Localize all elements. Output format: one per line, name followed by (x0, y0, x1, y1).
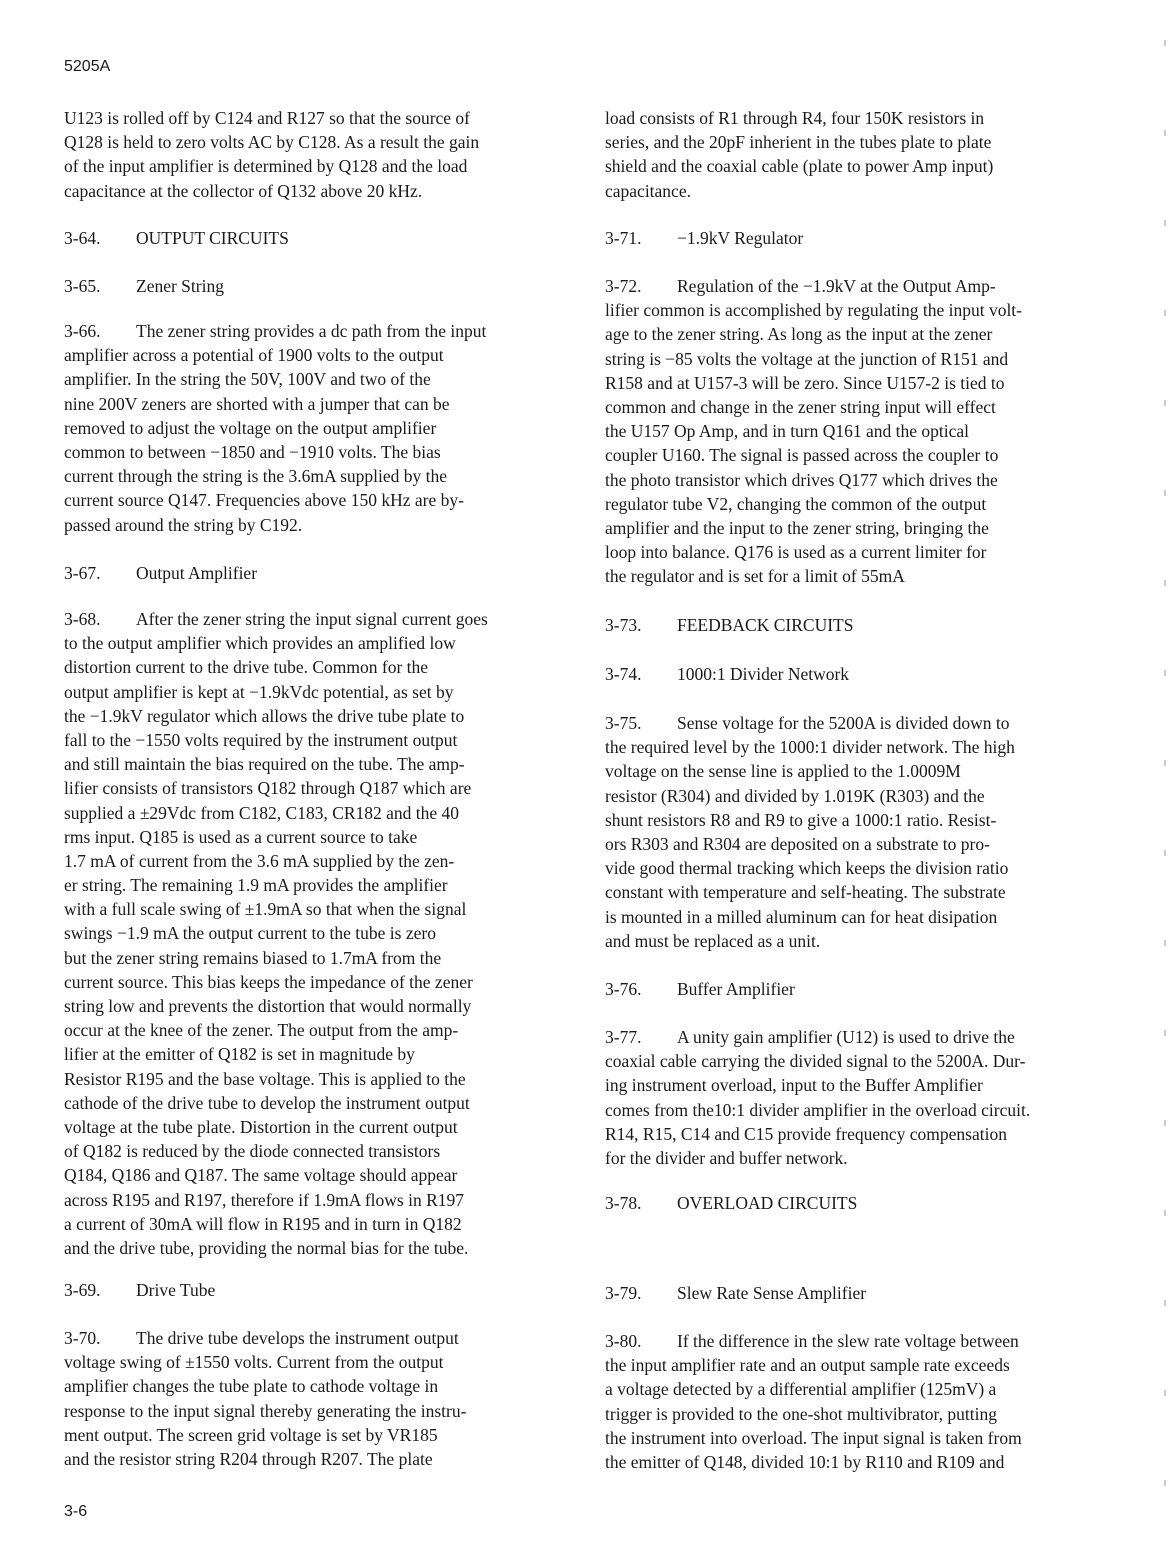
line-text: 1.7 mA of current from the 3.6 mA supplied by the zen- (64, 850, 455, 871)
paragraph-number: 3-72. (605, 276, 642, 296)
line-text: resistor (R304) and divided by 1.019K (R303) and the (605, 785, 985, 806)
line-text: common to between −1850 and −1910 volts. The bias (64, 441, 441, 462)
line-text: amplifier. In the string the 50V, 100V and two of the (64, 369, 431, 390)
text-line (64, 226, 574, 250)
text-line (605, 977, 1115, 1001)
text-line (605, 516, 1115, 540)
line-text: FEEDBACK CIRCUITS (677, 615, 854, 635)
text-line (605, 564, 1115, 588)
text-line (605, 759, 1115, 783)
text-line (605, 880, 1115, 904)
text-line (605, 1146, 1115, 1170)
line-text: lifier at the emitter of Q182 is set in magnitude by (64, 1044, 415, 1065)
text-line (605, 1281, 1115, 1305)
line-text: voltage swing of ±1550 volts. Current from the output (64, 1352, 444, 1373)
line-text: constant with temperature and self-heating. The substrate (605, 882, 1006, 903)
line-text: shunt resistors R8 and R9 to give a 1000:1 ratio. Resist- (605, 809, 997, 830)
paragraph (605, 106, 1115, 203)
line-text: ing instrument overload, input to the Buffer Amplifier (605, 1075, 983, 1096)
line-text: Slew Rate Sense Amplifier (677, 1283, 867, 1303)
line-text: shield and the coaxial cable (plate to power Amp input) (605, 156, 994, 177)
text-line (605, 1025, 1115, 1049)
text-line (64, 680, 574, 704)
paragraph-number: 3-67. (64, 563, 101, 583)
line-text: R158 and at U157-3 will be zero. Since U157-2 is tied to (605, 372, 1005, 393)
text-line (605, 929, 1115, 953)
text-line (605, 1450, 1115, 1474)
line-text: amplifier across a potential of 1900 volts to the output (64, 345, 444, 366)
line-text: of the input amplifier is determined by Q128 and the load (64, 156, 468, 177)
line-text: across R195 and R197, therefore if 1.9mA flows in R197 (64, 1189, 465, 1210)
line-text: swings −1.9 mA the output current to the tube is zero (64, 923, 436, 944)
line-text: U123 is rolled off by C124 and R127 so that the source of (64, 108, 471, 128)
text-line (64, 1423, 574, 1447)
line-text: current through the string is the 3.6mA supplied by the (64, 466, 448, 487)
text-line (605, 1426, 1115, 1450)
line-text: series, and the 20pF inherient in the tubes plate to plate (605, 132, 992, 153)
line-text: supplied a ±29Vdc from C182, C183, CR182 and the 40 (64, 802, 460, 823)
paragraph (64, 1326, 574, 1471)
line-text: the photo transistor which drives Q177 which drives the (605, 469, 998, 490)
paragraph-number: 3-74. (605, 664, 642, 684)
line-text: current source Q147. Frequencies above 150 kHz are by- (64, 490, 464, 511)
line-text: ors R303 and R304 are deposited on a substrate to pro- (605, 833, 990, 854)
paragraph-number: 3-70. (64, 1328, 101, 1348)
line-text: 1000:1 Divider Network (677, 664, 850, 684)
text-line (64, 1374, 574, 1398)
line-text: lifier common is accomplished by regulating the input volt- (605, 300, 1022, 321)
line-text: is mounted in a milled aluminum can for heat disipation (605, 906, 998, 927)
line-text: with a full scale swing of ±1.9mA so that when the signal (64, 899, 467, 920)
line-text: the U157 Op Amp, and in turn Q161 and the optical (605, 421, 970, 442)
line-text: coaxial cable carrying the divided signal to the 5200A. Dur- (605, 1051, 1026, 1072)
text-line (64, 728, 574, 752)
document-model-header: 5205A (64, 58, 111, 75)
text-line (64, 1447, 574, 1471)
text-line (605, 856, 1115, 880)
text-line (64, 106, 574, 130)
text-line (64, 1236, 574, 1260)
subsection-heading (64, 274, 574, 298)
line-text: A unity gain amplifier (U12) is used to drive the (677, 1027, 1015, 1047)
paragraph (64, 319, 574, 537)
text-line (64, 440, 574, 464)
text-line (605, 347, 1115, 371)
text-line (605, 322, 1115, 346)
text-line (64, 946, 574, 970)
text-line (64, 776, 574, 800)
text-line (605, 226, 1115, 250)
line-text: response to the input signal thereby generating the instru- (64, 1400, 467, 1421)
line-text: er string. The remaining 1.9 mA provides the amplifier (64, 875, 448, 896)
line-text: output amplifier is kept at −1.9kVdc potential, as set by (64, 681, 454, 702)
paragraph (605, 1329, 1115, 1474)
text-line (64, 994, 574, 1018)
line-text: removed to adjust the voltage on the output amplifier (64, 417, 437, 438)
line-text: OVERLOAD CIRCUITS (677, 1193, 858, 1213)
paragraph (64, 106, 574, 203)
text-line (605, 468, 1115, 492)
line-text: fall to the −1550 volts required by the instrument output (64, 729, 458, 750)
paragraph-number: 3-65. (64, 276, 101, 296)
text-line (605, 371, 1115, 395)
text-line (64, 607, 574, 631)
paragraph-number: 3-75. (605, 713, 642, 733)
line-text: to the output amplifier which provides an amplified low (64, 633, 456, 654)
line-text: the required level by the 1000:1 divider network. The high (605, 737, 1015, 758)
line-text: voltage at the tube plate. Distortion in the current output (64, 1116, 458, 1137)
paragraph (64, 607, 574, 1260)
text-line (64, 1091, 574, 1115)
subsection-heading (605, 1281, 1115, 1305)
text-line (64, 513, 574, 537)
line-text: a voltage detected by a differential amplifier (125mV) a (605, 1379, 997, 1400)
text-line (64, 1115, 574, 1139)
paragraph-number: 3-79. (605, 1283, 642, 1303)
line-text: Zener String (136, 276, 224, 296)
line-text: the regulator and is set for a limit of 55mA (605, 566, 905, 587)
line-text: capacitance at the collector of Q132 above 20 kHz. (64, 180, 423, 201)
line-text: trigger is provided to the one-shot multivibrator, putting (605, 1403, 998, 1424)
line-text: loop into balance. Q176 is used as a current limiter for (605, 542, 987, 563)
text-line (605, 613, 1115, 637)
line-text: The drive tube develops the instrument output (136, 1328, 459, 1348)
text-line (605, 443, 1115, 467)
text-line (605, 1402, 1115, 1426)
line-text: load consists of R1 through R4, four 150K resistors in (605, 108, 985, 128)
line-text: amplifier changes the tube plate to cathode voltage in (64, 1376, 439, 1397)
text-line (605, 1098, 1115, 1122)
paragraph-number: 3-69. (64, 1280, 101, 1300)
line-text: the input amplifier rate and an output sample rate exceeds (605, 1355, 1010, 1376)
text-line (64, 704, 574, 728)
line-text: string low and prevents the distortion that would normally (64, 996, 472, 1016)
line-text: the emitter of Q148, divided 10:1 by R110 and R109 and (605, 1451, 1005, 1472)
text-line (605, 905, 1115, 929)
line-text: If the difference in the slew rate voltage between (677, 1331, 1019, 1351)
text-line (605, 298, 1115, 322)
line-text: and must be replaced as a unit. (605, 930, 821, 951)
text-line (64, 1163, 574, 1187)
text-line (605, 1049, 1115, 1073)
text-line (64, 1350, 574, 1374)
line-text: for the divider and buffer network. (605, 1147, 848, 1168)
line-text: and the drive tube, providing the normal bias for the tube. (64, 1237, 469, 1258)
text-line (64, 655, 574, 679)
line-text: distortion current to the drive tube. Common for the (64, 657, 429, 678)
subsection-heading (64, 1278, 574, 1302)
subsection-heading (64, 561, 574, 585)
paragraph (605, 711, 1115, 953)
text-line (64, 921, 574, 945)
paragraph-number: 3-68. (64, 609, 101, 629)
line-text: After the zener string the input signal current goes (136, 609, 488, 629)
text-line (64, 897, 574, 921)
line-text: the instrument into overload. The input signal is taken from (605, 1427, 1022, 1448)
text-line (605, 832, 1115, 856)
line-text: ment output. The screen grid voltage is set by VR185 (64, 1424, 438, 1445)
text-line (64, 752, 574, 776)
line-text: voltage on the sense line is applied to the 1.0009M (605, 761, 961, 782)
line-text: rms input. Q185 is used as a current source to take (64, 826, 418, 847)
text-line (64, 464, 574, 488)
text-line (605, 784, 1115, 808)
text-line (64, 179, 574, 203)
text-line (605, 1329, 1115, 1353)
line-text: Q184, Q186 and Q187. The same voltage should appear (64, 1165, 458, 1186)
text-line (64, 561, 574, 585)
text-line (64, 1042, 574, 1066)
line-text: R14, R15, C14 and C15 provide frequency compensation (605, 1123, 1007, 1144)
line-text: and still maintain the bias required on the tube. The amp- (64, 754, 465, 775)
text-line (605, 154, 1115, 178)
text-line (64, 154, 574, 178)
paragraph-number: 3-76. (605, 979, 642, 999)
paragraph-number: 3-71. (605, 228, 642, 248)
text-line (64, 319, 574, 343)
text-line (64, 970, 574, 994)
line-text: Output Amplifier (136, 563, 258, 583)
text-line (64, 849, 574, 873)
line-text: OUTPUT CIRCUITS (136, 228, 289, 248)
line-text: nine 200V zeners are shorted with a jumper that can be (64, 393, 450, 414)
line-text: Drive Tube (136, 1280, 216, 1300)
text-line (64, 1188, 574, 1212)
text-line (64, 1018, 574, 1042)
text-line (605, 808, 1115, 832)
paragraph-number: 3-78. (605, 1193, 642, 1213)
section-heading (605, 1191, 1115, 1215)
text-line (64, 1399, 574, 1423)
subsection-heading (605, 226, 1115, 250)
line-text: Sense voltage for the 5200A is divided down to (677, 713, 1010, 733)
text-line (605, 1122, 1115, 1146)
line-text: amplifier and the input to the zener string, bringing the (605, 517, 989, 538)
line-text: −1.9kV Regulator (677, 228, 804, 248)
text-line (605, 1191, 1115, 1215)
text-line (64, 873, 574, 897)
text-line (605, 130, 1115, 154)
text-line (605, 735, 1115, 759)
line-text: Resistor R195 and the base voltage. This is applied to the (64, 1068, 466, 1089)
line-text: Q128 is held to zero volts AC by C128. As a result the gain (64, 132, 480, 153)
line-text: coupler U160. The signal is passed across the coupler to (605, 445, 999, 466)
paragraph (605, 274, 1115, 588)
line-text: Regulation of the −1.9kV at the Output Amp- (677, 276, 996, 296)
text-line (605, 540, 1115, 564)
text-line (605, 492, 1115, 516)
text-line (605, 1353, 1115, 1377)
text-line (605, 395, 1115, 419)
text-line (64, 488, 574, 512)
subsection-heading (605, 662, 1115, 686)
paragraph-number: 3-66. (64, 321, 101, 341)
text-line (64, 1212, 574, 1236)
line-text: vide good thermal tracking which keeps the division ratio (605, 858, 1009, 879)
text-line (64, 343, 574, 367)
text-line (64, 1278, 574, 1302)
line-text: of Q182 is reduced by the diode connected transistors (64, 1141, 441, 1162)
text-line (64, 416, 574, 440)
line-text: current source. This bias keeps the impedance of the zener (64, 971, 473, 992)
text-line (64, 130, 574, 154)
text-line (64, 367, 574, 391)
line-text: age to the zener string. As long as the input at the zener (605, 324, 993, 345)
text-line (605, 662, 1115, 686)
text-line (605, 179, 1115, 203)
section-heading (605, 613, 1115, 637)
line-text: a current of 30mA will flow in R195 and in turn in Q182 (64, 1213, 462, 1234)
line-text: regulator tube V2, changing the common of the output (605, 493, 987, 514)
line-text: lifier consists of transistors Q182 through Q187 which are (64, 778, 472, 799)
text-line (64, 825, 574, 849)
line-text: string is −85 volts the voltage at the junction of R151 and (605, 348, 1009, 369)
section-heading (64, 226, 574, 250)
line-text: common and change in the zener string input will effect (605, 396, 996, 417)
paragraph-number: 3-77. (605, 1027, 642, 1047)
line-text: occur at the knee of the zener. The output from the amp- (64, 1020, 459, 1041)
subsection-heading (605, 977, 1115, 1001)
text-line (605, 711, 1115, 735)
text-line (64, 1067, 574, 1091)
line-text: and the resistor string R204 through R207. The plate (64, 1448, 433, 1469)
line-text: Buffer Amplifier (677, 979, 795, 999)
text-line (605, 1377, 1115, 1401)
line-text: The zener string provides a dc path from the input (136, 321, 487, 341)
text-line (64, 1326, 574, 1350)
line-text: cathode of the drive tube to develop the instrument output (64, 1092, 470, 1113)
text-line (64, 392, 574, 416)
scan-edge-marks (1164, 0, 1166, 1544)
page-number-footer: 3-6 (64, 1503, 88, 1520)
text-line (64, 1139, 574, 1163)
paragraph-number: 3-64. (64, 228, 101, 248)
text-line (64, 631, 574, 655)
text-line (605, 419, 1115, 443)
line-text: passed around the string by C192. (64, 514, 303, 535)
text-line (64, 274, 574, 298)
text-line (605, 106, 1115, 130)
text-line (605, 274, 1115, 298)
line-text: but the zener string remains biased to 1.7mA from the (64, 947, 442, 968)
paragraph (605, 1025, 1115, 1170)
paragraph-number: 3-73. (605, 615, 642, 635)
text-line (64, 801, 574, 825)
line-text: the −1.9kV regulator which allows the drive tube plate to (64, 705, 465, 726)
line-text: comes from the10:1 divider amplifier in the overload circuit. (605, 1099, 1031, 1120)
text-line (605, 1073, 1115, 1097)
paragraph-number: 3-80. (605, 1331, 642, 1351)
line-text: capacitance. (605, 180, 691, 201)
